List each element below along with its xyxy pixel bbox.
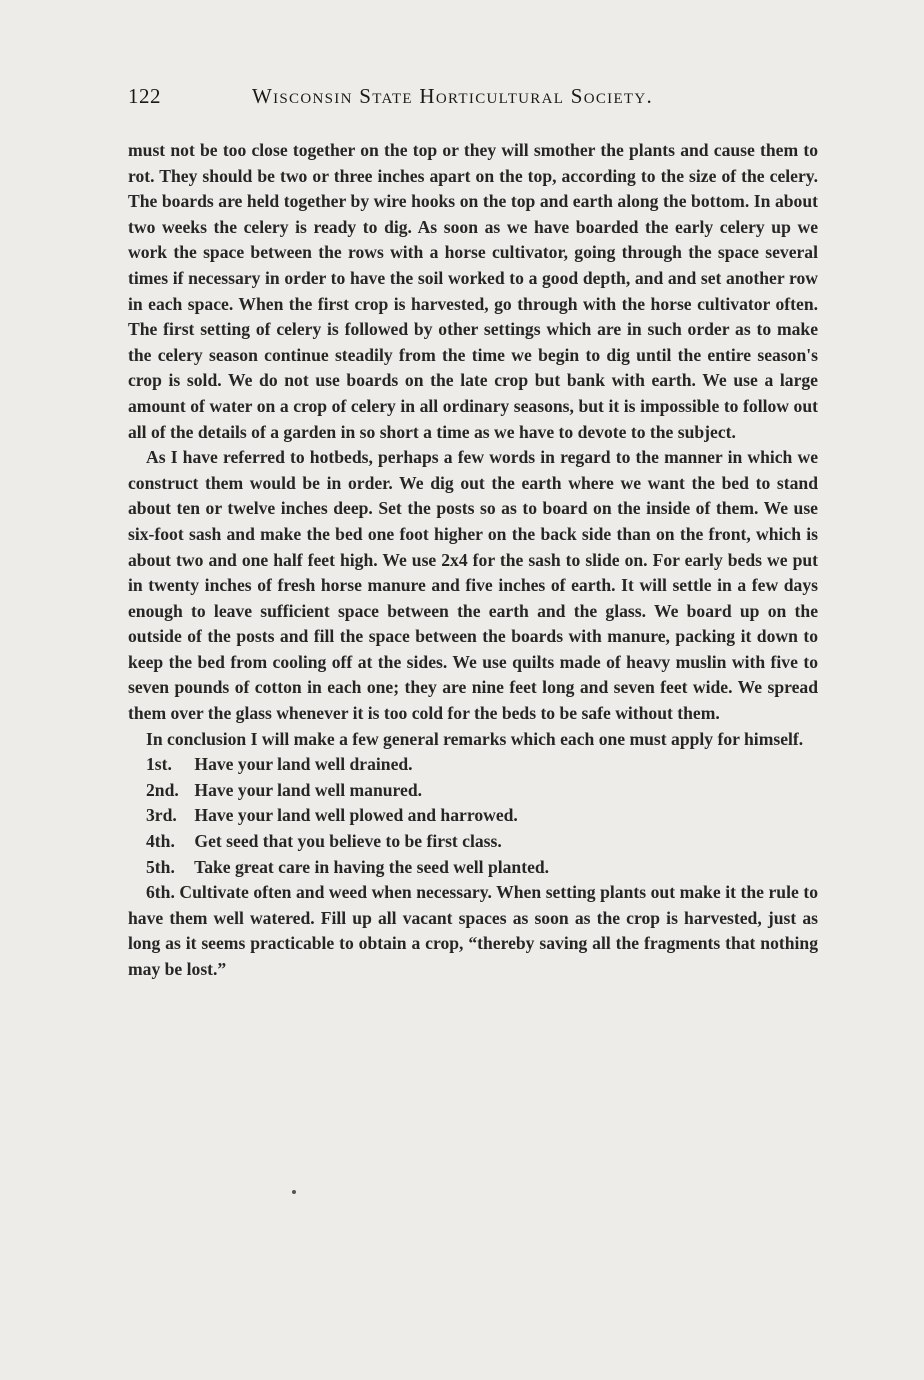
running-head: Wisconsin State Horticultural Society. [252,84,654,108]
paragraph-celery: must not be too close together on the top or they will smother the plants and cause them to rot. They should be two or three inches apart on the top, according to the size of the celery. The boards are held together by wire hooks on the top and earth along the bottom. In about two weeks the celery is ready to dig. As soon as we have boarded the early celery up we work the space between the rows with a horse cultivator, going through the space several times if necessary in order to have the soil worked to a good depth, and and set another row in each space. When the first crop is harvested, go through with the horse cultivator often. The first setting of celery is followed by other settings which are in such order as to make the celery season continue steadily from the time we begin to dig until the entire season's crop is sold. We do not use boards on the late crop but bank with earth. We use a large amount of water on a crop of celery in all ordinary seasons, but it is impossible to follow out all of the details of a garden in so short a time as we have to devote to the subject. [128,140,818,442]
list-text: Have your land well drained. [194,754,413,775]
list-item-final [128,880,818,982]
page-header [128,84,818,114]
list-item [128,752,818,778]
paragraph-hotbeds: As I have referred to hotbeds, perhaps a few words in regard to the manner in which we construct them would be in order. We dig out the earth where we want the bed to stand about ten or twelve inches deep. Set the posts so as to board on the inside of them. We use six-foot sash and make the bed one foot higher on the back side than on the front, which is about two and one half feet high. We use 2x4 for the sash to slide on. For early beds we put in twenty inches of fresh horse manure and five inches of earth. It will settle in a few days enough to leave sufficient space between the earth and the glass. We board up on the outside of the posts and fill the space between the boards with manure, packing it down to keep the bed from cooling off at the sides. We use quilts made of heavy muslin with five to seven pounds of cotton in each one; they are nine feet long and seven feet wide. We spread them over the glass whenever it is too cold for the beds to be safe without them. [128,447,818,724]
paragraph-conclusion: In conclusion I will make a few general remarks which each one must apply for himself. [146,728,804,749]
list-number: 5th. [146,856,175,877]
list-text: Get seed that you believe to be first class. [194,831,502,852]
list-item [128,829,818,855]
list-item [128,803,818,829]
list-number: 1st. [146,754,172,775]
list-number: 3rd. [146,805,177,826]
list-number: 4th. [146,831,175,852]
page-number: 122 [128,84,161,108]
ink-speck [292,1190,296,1194]
body-text [128,138,818,983]
list-text: Have your land well plowed and harrowed. [194,805,518,826]
list-item [128,778,818,804]
list-number: 6th. [146,882,175,903]
list-text: Have your land well manured. [194,779,423,800]
list-text: Cultivate often and weed when necessary. When setting plants out make it the rule to have them well watered. Fill up all vacant spaces as soon as the crop is harvested, just as long as it seems practicable to obtain a crop, “thereby saving all the fragments that nothing may be lost.” [128,882,818,979]
list-item [128,855,818,881]
list-text: Take great care in having the seed well planted. [194,856,550,877]
list-number: 2nd. [146,779,179,800]
